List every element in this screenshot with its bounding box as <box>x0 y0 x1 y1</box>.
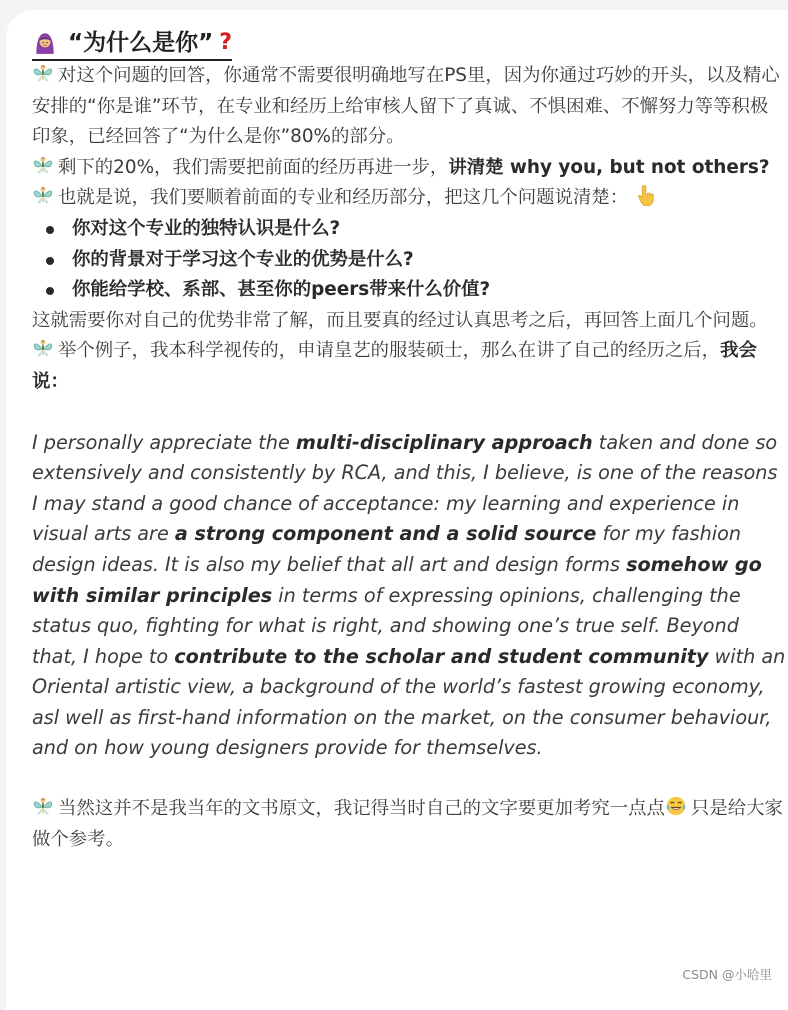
paragraph-6: 当然这并不是我当年的文书原文，我记得当时自己的文字要更加考究一点点 只是给大家做个参考。 <box>32 794 784 855</box>
fairy-icon <box>32 154 54 176</box>
section-title <box>32 28 232 61</box>
paragraph-4: 这就需要你对自己的优势非常了解，而且要真的经过认真思考之后，再回答上面几个问题。 <box>32 306 784 337</box>
title-text: “为什么是你” <box>68 28 213 58</box>
list-item: 你对这个专业的独特认识是什么? <box>32 214 784 245</box>
question-list <box>32 214 784 306</box>
list-item: 你能给学校、系部、甚至你的peers带来什么价值? <box>32 275 784 306</box>
fairy-icon <box>32 795 54 817</box>
fairy-icon <box>32 337 54 359</box>
example-quote: I personally appreciate the multi-disciplinary approach taken and done so extensively and consistently by RCA, and this, I believe, is one of the reasons I may stand a good chance of acceptance: my learning and experience in visual arts are a strong component and a solid source for my fashion design ideas. It is also my belief that all art and design forms somehow go with similar principles in terms of expressing opinions, challenging the status quo, fighting for what is right, and showing one’s true self. Beyond that, I hope to contribute to the scholar and student community with an Oriental artistic view, a background of the world’s fastest growing economy, asl well as first-hand information on the market, on the consumer behaviour, and on how young designers provide for themselves. <box>32 428 787 765</box>
article-card <box>6 10 788 1010</box>
person-with-veil-icon <box>32 30 58 56</box>
paragraph-2: 剩下的20%，我们需要把前面的经历再进一步，讲清楚 why you, but not others? <box>32 153 784 184</box>
fairy-icon <box>32 62 54 84</box>
paragraph-1: 对这个问题的回答，你通常不需要很明确地写在PS里，因为你通过巧妙的开头，以及精心安排的“你是谁”环节，在专业和经历上给审核人留下了真诚、不惧困难、不懈努力等等积极印象，已经回答了“为什么是你”80%的部分。 <box>32 61 784 153</box>
tears-of-joy-icon <box>665 795 687 817</box>
pointing-down-icon <box>634 184 656 206</box>
list-item: 你的背景对于学习这个专业的优势是什么? <box>32 245 784 276</box>
watermark: CSDN @小哈里 <box>682 965 772 983</box>
question-mark: ? <box>219 28 232 58</box>
fairy-icon <box>32 184 54 206</box>
paragraph-3: 也就是说，我们要顺着前面的专业和经历部分，把这几个问题说清楚： <box>32 183 784 214</box>
paragraph-5: 举个例子，我本科学视传的，申请皇艺的服装硕士，那么在讲了自己的经历之后，我会说： <box>32 336 784 397</box>
